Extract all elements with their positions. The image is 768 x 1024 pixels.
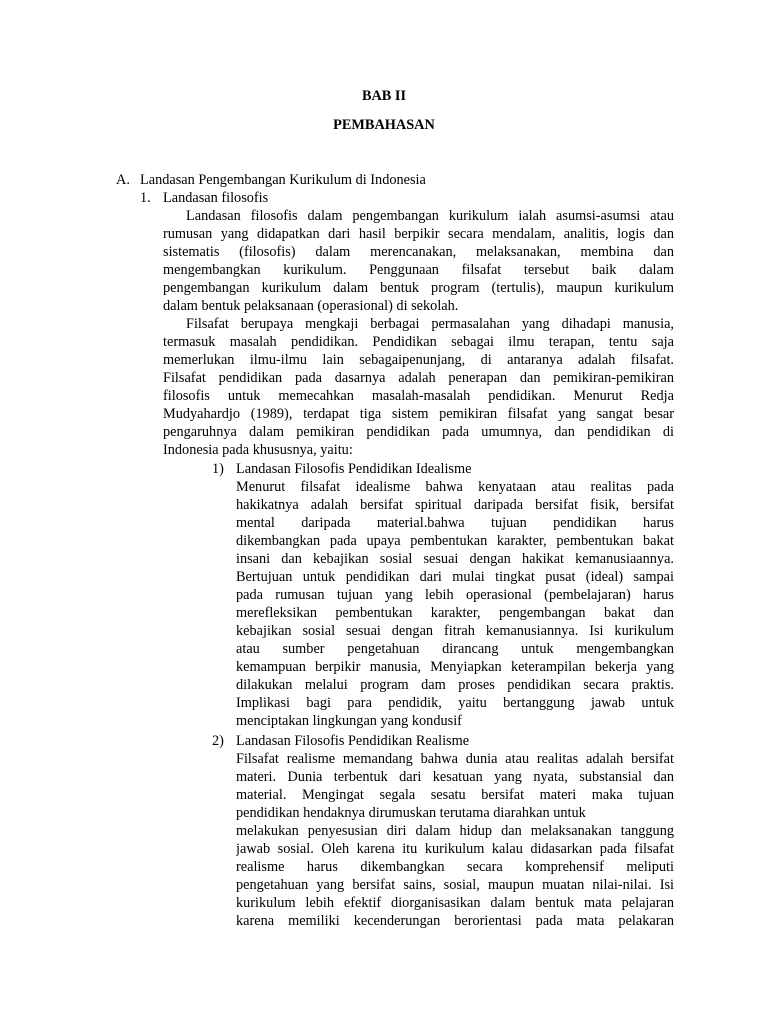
list-item-line: kebajikan sosial sesuai dengan fitrah kemanusiannya. Isi kurikulum — [236, 623, 674, 639]
list-item-line: hakikatnya adalah bersifat spiritual daripada bersifat fisik, bersifat — [236, 497, 674, 513]
list-item-line: kurikulum lebih efektif diorganisasikan dalam bentuk mata pelajaran — [236, 895, 674, 911]
chapter-title: PEMBAHASAN — [333, 117, 435, 133]
list-item-line: mental daripada material.bahwa tujuan pendidikan harus — [236, 515, 674, 531]
subsection-title: Landasan filosofis — [163, 190, 269, 206]
section-marker: A. — [116, 172, 130, 188]
list-item-title: Landasan Filosofis Pendidikan Realisme — [236, 733, 470, 749]
paragraph-line: pengaruhnya dalam pemikiran pendidikan pada umumnya, dan pendidikan di — [163, 424, 674, 440]
list-item-line: material. Mengingat segala sesatu bersifat materi maka tujuan — [236, 787, 674, 803]
list-item-line: realisme harus dikembangkan secara komprehensif meliputi — [236, 859, 674, 875]
paragraph-line: pengembangan kurikulum dalam bentuk program (tertulis), maupun kurikulum — [163, 280, 674, 296]
list-item-line: jawab sosial. Oleh karena itu kurikulum kalau didasarkan pada filsafat — [236, 841, 674, 857]
section-title: Landasan Pengembangan Kurikulum di Indonesia — [140, 172, 426, 188]
list-item-line: pada rumusan tujuan yang lebih operasional (pembelajaran) harus — [236, 587, 674, 603]
list-item-line: atau sumber pengetahuan dirancang untuk mengembangkan — [236, 641, 674, 657]
list-item-line: karena memiliki kecenderungan berorientasi pada mata pelakaran — [236, 913, 674, 929]
list-item-line: menciptakan lingkungan yang kondusif — [236, 713, 462, 729]
subsection-marker: 1. — [140, 190, 151, 206]
paragraph-line: termasuk masalah pendidikan. Pendidikan sebagai ilmu terapan, tentu saja — [163, 334, 674, 350]
paragraph-line: memerlukan ilmu-ilmu lain sebagaipenunjang, di antaranya adalah filsafat. — [163, 352, 674, 368]
list-item-line: kemampuan berpikir manusia, Menyiapkan keterampilan bekerja yang — [236, 659, 674, 675]
paragraph-line: Filsafat pendidikan pada dasarnya adalah penerapan dan pemikiran-pemikiran — [163, 370, 674, 386]
paragraph-line: dalam bentuk pelaksanaan (operasional) di sekolah. — [163, 298, 459, 314]
paragraph-line: sistematis (filosofis) dalam merencanakan, melaksanakan, membina dan — [163, 244, 674, 260]
list-item-line: pendidikan hendaknya dirumuskan terutama diarahkan untuk — [236, 805, 586, 821]
list-item-marker: 1) — [212, 461, 224, 477]
list-item-line: insani dan kebajikan sosial sesuai dengan hakikat kemanusiaannya. — [236, 551, 674, 567]
list-item-line: dikembangkan pada upaya pembentukan karakter, pembentukan bakat — [236, 533, 674, 549]
list-item-line: materi. Dunia terbentuk dari kesatuan yang nyata, substansial dan — [236, 769, 674, 785]
paragraph-line: mengembangkan kurikulum. Penggunaan filsafat tersebut baik dalam — [163, 262, 674, 278]
paragraph-line: filosofis untuk memecahkan masalah-masalah pendidikan. Menurut Redja — [163, 388, 674, 404]
list-item-line: Implikasi bagi para pendidik, yaitu bertanggung jawab untuk — [236, 695, 674, 711]
list-item-line: Bertujuan untuk pendidikan dari mulai tingkat pusat (ideal) sampai — [236, 569, 674, 585]
list-item-line: Menurut filsafat idealisme bahwa kenyataan atau realitas pada — [236, 479, 674, 495]
list-item-line: merefleksikan pembentukan karakter, pengembangan bakat dan — [236, 605, 674, 621]
paragraph-line: Filsafat berupaya mengkaji berbagai permasalahan yang dihadapi manusia, — [186, 316, 674, 332]
chapter-heading: BAB II — [361, 88, 407, 104]
list-item-line: melakukan penyesusian diri dalam hidup dan melaksanakan tanggung — [236, 823, 674, 839]
paragraph-line: rumusan yang didapatkan dari hasil berpikir secara mendalam, analitis, logis dan — [163, 226, 674, 242]
paragraph-line: Landasan filosofis dalam pengembangan kurikulum ialah asumsi-asumsi atau — [186, 208, 674, 224]
paragraph-line: Indonesia pada khususnya, yaitu: — [163, 442, 353, 458]
list-item-line: dilakukan melalui program dam proses pendidikan secara praktis. — [236, 677, 674, 693]
list-item-line: Filsafat realisme memandang bahwa dunia atau realitas adalah bersifat — [236, 751, 674, 767]
list-item-line: pengetahuan yang bersifat sains, sosial, maupun muatan nilai-nilai. Isi — [236, 877, 674, 893]
list-item-title: Landasan Filosofis Pendidikan Idealisme — [236, 461, 472, 477]
paragraph-line: Mudyahardjo (1989), terdapat tiga sistem pemikiran filsafat yang sangat besar — [163, 406, 674, 422]
list-item-marker: 2) — [212, 733, 224, 749]
